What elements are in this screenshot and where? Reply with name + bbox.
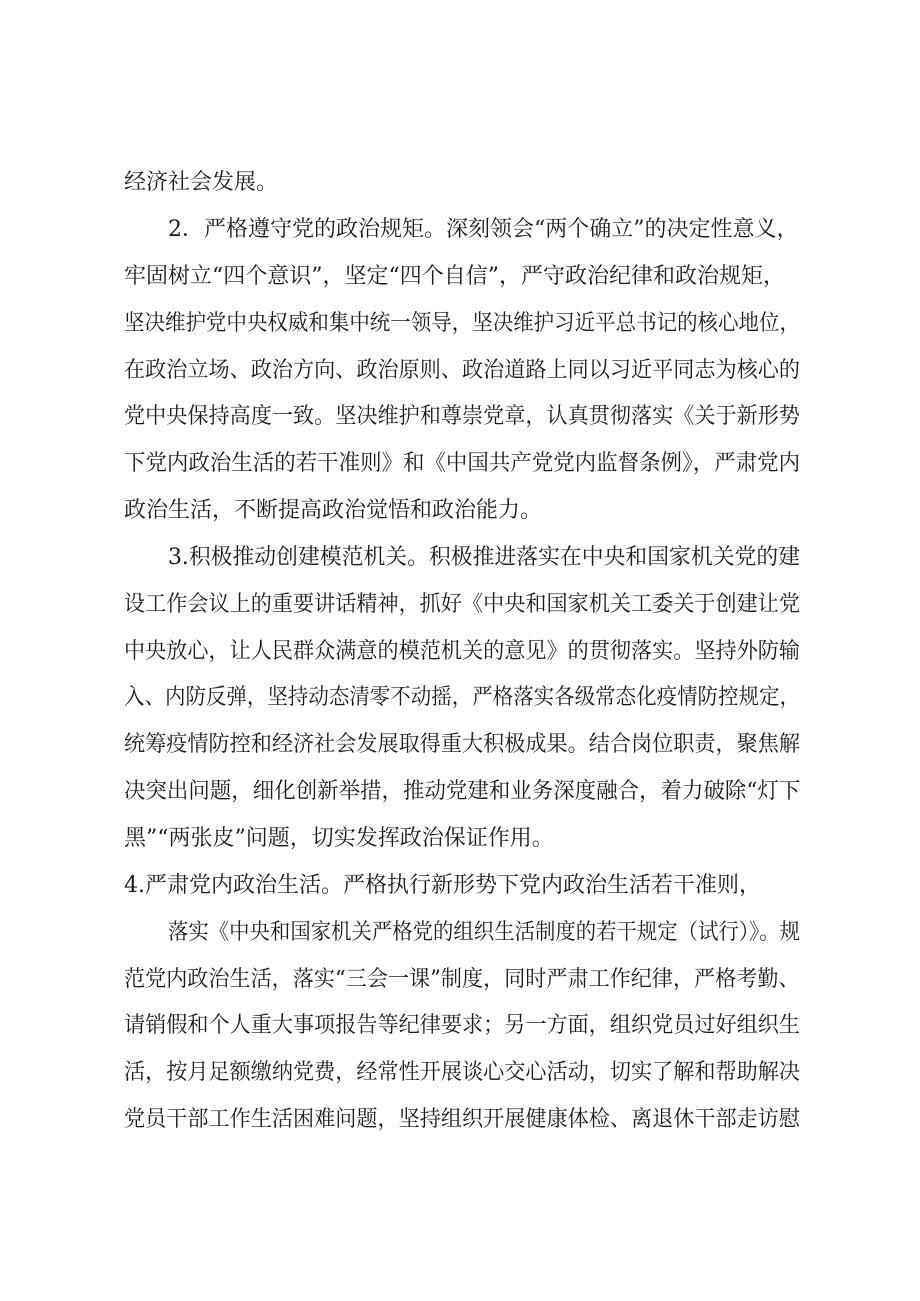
paragraph-line: 请销假和个人重大事项报告等纪律要求；另一方面，组织党员过好组织生	[124, 1013, 800, 1038]
paragraph-line: 2．严格遵守党的政治规矩。深刻领会“两个确立”的决定性意义，	[168, 217, 799, 242]
paragraph-line: 党员干部工作生活困难问题，坚持组织开展健康体检、离退休干部走访慰	[124, 1107, 800, 1132]
paragraph-line: 坚决维护党中央权威和集中统一领导，坚决维护习近平总书记的核心地位，	[124, 311, 800, 336]
paragraph-line: 范党内政治生活，落实“三会一课”制度，同时严肃工作纪律，严格考勤、	[124, 967, 800, 992]
paragraph-line: 中央放心，让人民群众满意的模范机关的意见》的贯彻落实。坚持外防输	[124, 639, 800, 664]
paragraph-line: 设工作会议上的重要讲话精神，抓好《中央和国家机关工委关于创建让党	[124, 592, 800, 617]
paragraph-line: 下党内政治生活的若干准则》和《中国共产党党内监督条例》，严肃党内	[124, 451, 801, 476]
paragraph-line: 牢固树立“四个意识”，坚定“四个自信”，严守政治纪律和政治规矩，	[124, 264, 785, 289]
paragraph-line: 在政治立场、政治方向、政治原则、政治道路上同以习近平同志为核心的	[124, 358, 800, 383]
paragraph-line: 党中央保持高度一致。坚决维护和尊崇党章，认真贯彻落实《关于新形势	[124, 404, 800, 429]
paragraph-line: 黑”“两张皮”问题，切实发挥政治保证作用。	[124, 826, 554, 851]
paragraph-line: 统筹疫情防控和经济社会发展取得重大积极成果。结合岗位职责，聚焦解	[124, 732, 800, 757]
paragraph-line: 经济社会发展。	[124, 170, 279, 195]
paragraph-line: 决突出问题，细化创新举措，推动党建和业务深度融合，着力破除“灯下	[124, 779, 801, 804]
paragraph-line: 3.积极推动创建模范机关。积极推进落实在中央和国家机关党的建	[168, 545, 801, 570]
paragraph-line: 政治生活，不断提高政治觉悟和政治能力。	[124, 498, 543, 523]
paragraph-line: 活，按月足额缴纳党费，经常性开展谈心交心活动，切实了解和帮助解决	[124, 1060, 800, 1085]
paragraph-line: 4.严肃党内政治生活。严格执行新形势下党内政治生活若干准则，	[124, 873, 761, 898]
paragraph-line: 入、内防反弹，坚持动态清零不动摇，严格落实各级常态化疫情防控规定，	[124, 685, 800, 710]
paragraph-line: 落实《中央和国家机关严格党的组织生活制度的若干规定（试行）》。规	[168, 920, 801, 945]
